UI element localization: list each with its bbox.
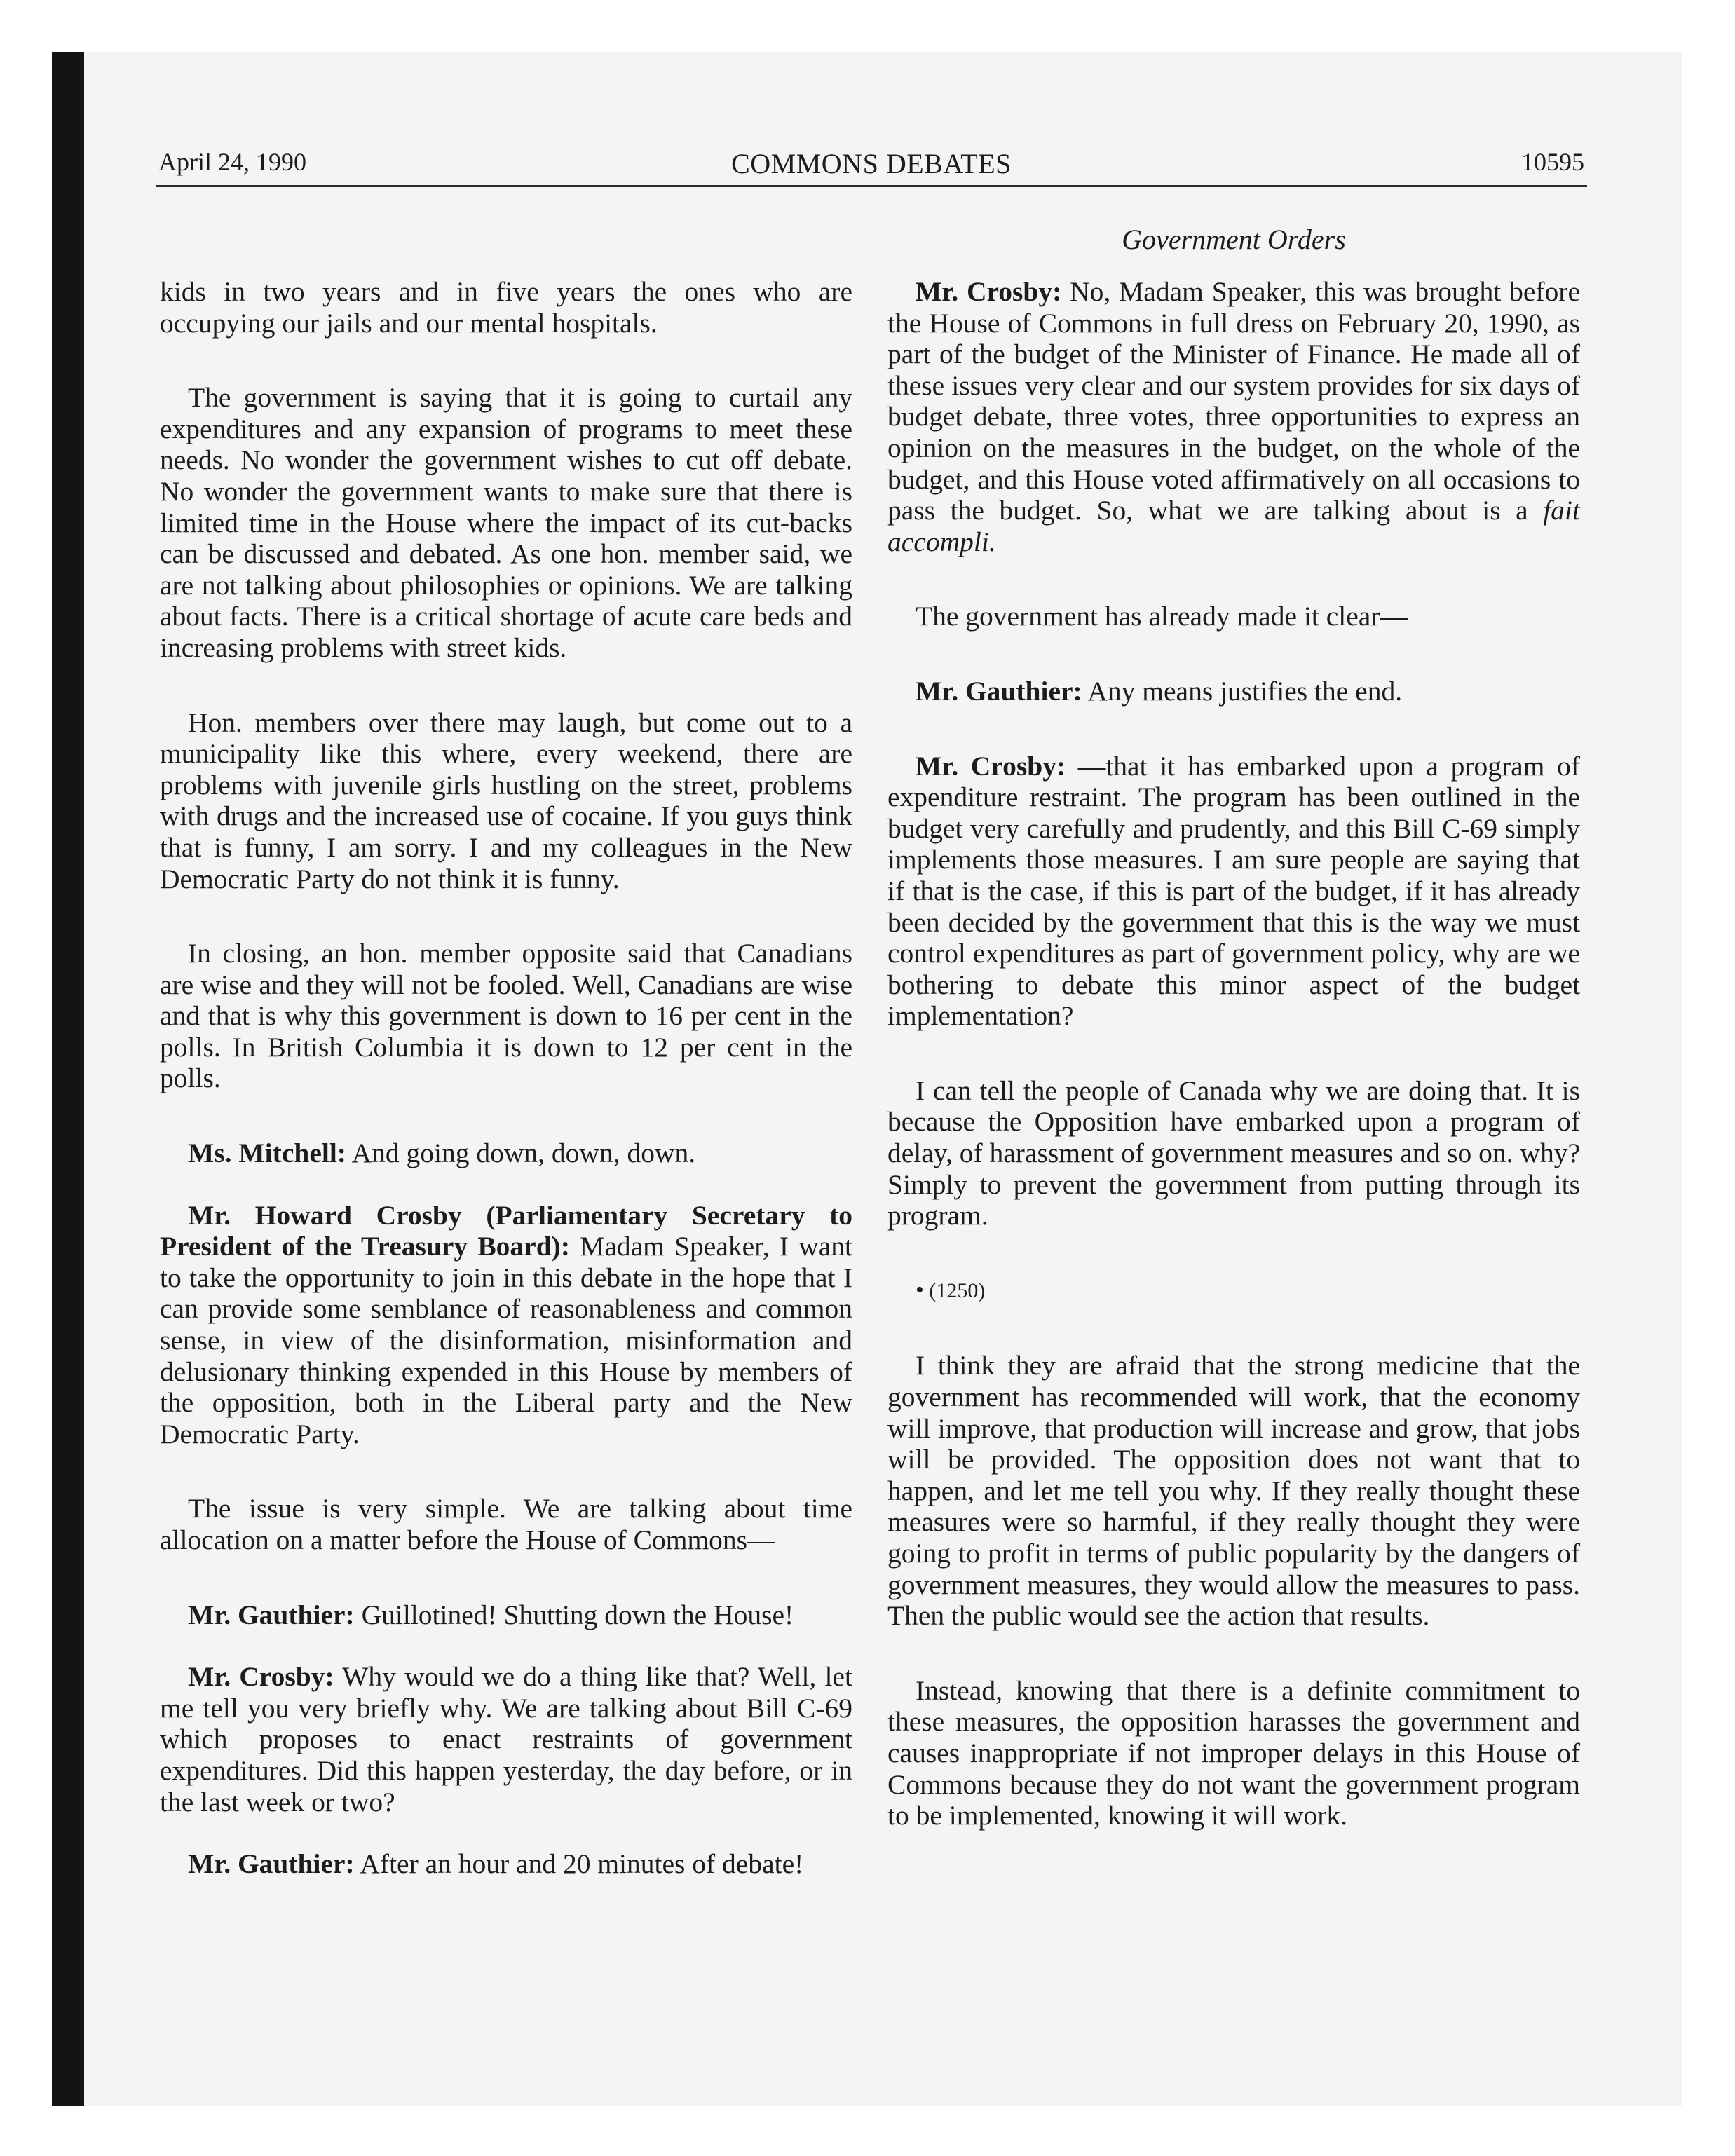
paragraph: Hon. members over there may laugh, but come out to a municipality like this where, every weekend, there are problems with juvenile girls hustling on the street, problems with drugs and the increased use of cocaine. If you guys think that is funny, I am sorry. I and my colleagues in the New Democratic Party do not think it is funny. xyxy=(160,707,852,894)
speech xyxy=(887,751,1580,1032)
header-rule xyxy=(156,185,1587,187)
paragraph: I can tell the people of Canada why we are doing that. It is because the Opposition have embarked upon a program of delay, of harassment of government measures and so on. why? Simply to prevent the government from putting through its program. xyxy=(887,1074,1580,1231)
speech xyxy=(160,1138,852,1169)
header-page-number: 10595 xyxy=(1521,148,1584,176)
section-title: Government Orders xyxy=(1122,224,1346,255)
speech xyxy=(160,1599,852,1631)
speech xyxy=(887,676,1580,707)
speech-text: No, Madam Speaker, this was brought before the House of Commons in full dress on February 20, 1990, as part of the budget of the Minister of Finance. He made all of these issues very clear and our system provides for six days of budget debate, three votes, three opportunities to express an opinion on the measures in the budget, on the whole of the budget, and this House voted affirmatively on all occasions to pass the budget. So, what we are talking about is a xyxy=(887,276,1580,526)
left-column xyxy=(160,276,852,1923)
speaker-name: Mr. Gauthier: xyxy=(916,675,1082,707)
bullet-icon: • xyxy=(916,1276,924,1303)
speaker-name: Mr. Howard Crosby (Parliamentary Secretary to President of the Treasury Board): xyxy=(160,1199,852,1262)
header-journal-title: COMMONS DEBATES xyxy=(731,148,1012,179)
binding-edge xyxy=(52,52,84,2106)
time-marker xyxy=(887,1275,1580,1307)
speech-text: Madam Speaker, I want to take the opportunity to join in this debate in the hope that I can provide some semblance of reasonableness and common sense, in view of the disinformation, misinformation and delusionary thinking expended in this House by members of the opposition, both in the Liberal party and the New Democratic Party. xyxy=(160,1231,852,1449)
speech xyxy=(160,1661,852,1817)
right-column xyxy=(887,276,1580,1875)
paragraph: The government is saying that it is going to curtail any expenditures and any expansion of programs to meet these needs. No wonder the government wishes to cut off debate. No wonder the government wants to make sure that there is limited time in the House where the impact of its cut-backs can be discussed and debated. As one hon. member said, we are not talking about philosophies or opinions. We are talking about facts. There is a critical shortage of acute care beds and increasing problems with street kids. xyxy=(160,382,852,663)
paragraph: The government has already made it clear— xyxy=(916,601,1408,632)
speech-text: —that it has embarked upon a program of expenditure restraint. The program has been outlined in the budget very carefully and prudently, and this Bill C-69 simply implements those measures. I am sure people are saying that if that is the case, if this is part of the budget, if it has already been decided by the government that this is the way we must control expenditures as part of government policy, why are we bothering to debate this minor aspect of the budget implementation? xyxy=(887,750,1580,1032)
paragraph: kids in two years and in five years the ones who are occupying our jails and our mental hospitals. xyxy=(160,276,852,339)
speech-text: And going down, down, down. xyxy=(346,1138,696,1169)
speech-text: Why would we do a thing like that? Well, let me tell you very briefly why. We are talking about Bill C-69 which proposes to enact restraints of government expenditures. Did this happen yesterday, the day before, or in the last week or two? xyxy=(160,1661,852,1817)
speaker-name: Mr. Gauthier: xyxy=(188,1848,355,1880)
speech xyxy=(160,1200,852,1450)
paragraph: I think they are afraid that the strong medicine that the government has recommended will work, that the economy will improve, that production will increase and grow, that jobs will be provided. The opposition does not want that to happen, and let me tell you why. If they really thought these measures were so harmful, if they really thought they were going to profit in terms of public popularity by the dangers of government measures, they would allow the measures to pass. Then the public would see the action that results. xyxy=(887,1350,1580,1632)
italic-term: fait accompli. xyxy=(887,495,1580,557)
running-header xyxy=(158,147,1584,182)
paragraph: The issue is very simple. We are talking about time allocation on a matter before the House of Commons— xyxy=(160,1493,852,1555)
speech xyxy=(160,1848,852,1880)
speech-text: Guillotined! Shutting down the House! xyxy=(354,1599,794,1630)
header-date: April 24, 1990 xyxy=(158,148,306,176)
speaker-name: Mr. Crosby: xyxy=(916,750,1066,782)
speaker-name: Ms. Mitchell: xyxy=(188,1138,346,1169)
time-marker-text: (1250) xyxy=(929,1278,986,1302)
speech xyxy=(887,276,1580,557)
speech-text: Any means justifies the end. xyxy=(1082,675,1403,707)
speaker-name: Mr. Crosby: xyxy=(916,276,1062,307)
speaker-name: Mr. Crosby: xyxy=(188,1661,334,1693)
speech-text: After an hour and 20 minutes of debate! xyxy=(354,1848,804,1880)
speaker-name: Mr. Gauthier: xyxy=(188,1599,355,1630)
paragraph: In closing, an hon. member opposite said that Canadians are wise and they will not be fooled. Well, Canadians are wise and that is why this government is down to 16 per cent in the polls. In British Columbia it is down to 12 per cent in the polls. xyxy=(160,938,852,1094)
paragraph: Instead, knowing that there is a definite commitment to these measures, the opposition harasses the government and causes inappropriate if not improper delays in this House of Commons because they do not want the government program to be implemented, knowing it will work. xyxy=(887,1674,1580,1831)
